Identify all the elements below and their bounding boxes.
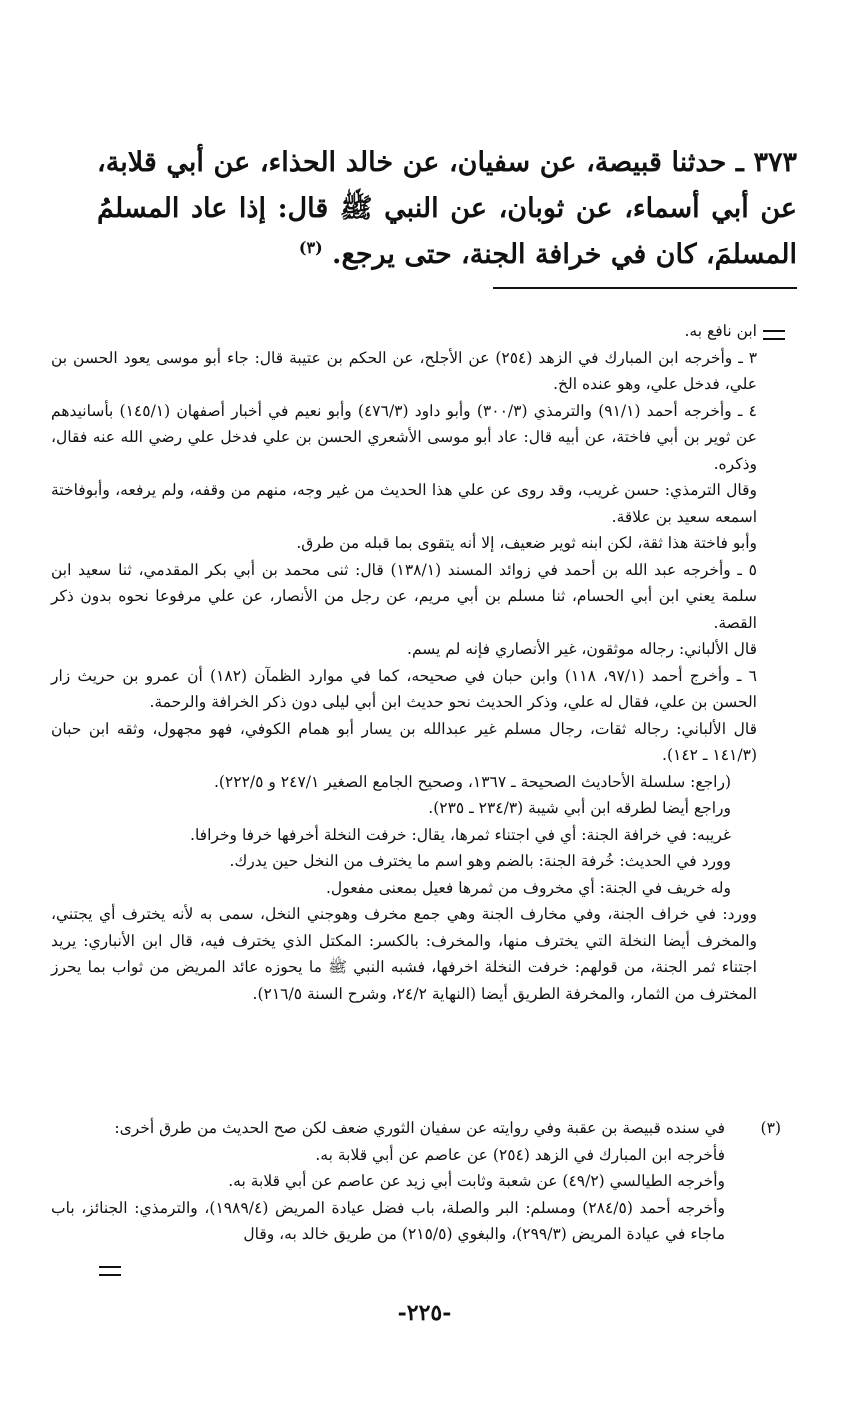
note-line: غريبه: في خرافة الجنة: أي في اجتناء ثمرها، يقال: خرفت النخلة أخرفها خرفا وخرافا. — [190, 825, 731, 844]
note-line: ٦ ـ وأخرج أحمد (٩٧/١، ١١٨) وابن حبان في صحيحه، كما في موارد الظمآن (١٨٢) أن عمرو بن حريث زار الحسن بن علي، فقال له علي، وذكر الحديث نحو حديث ابن أبي ليلى دون ذكر الخرافة والرحمة. — [51, 666, 757, 711]
note-line: وورد في الحديث: خُرفة الجنة: بالضم وهو اسم ما يخترف من النخل حين يدرك. — [229, 852, 731, 870]
note-line: ٤ ـ وأخرجه أحمد (٩١/١) والترمذي (٣٠٠/٣) وأبو داود (٤٧٦/٣) وأبو نعيم في أخبار أصفهان (١٤٥/١) بأسانيدهم عن ثوير بن أبي فاختة، عن أبيه قال: عاد أبو موسى الأشعري الحسن بن علي فدخل علي رضي الله عنه فقال، وذكره. — [51, 401, 757, 473]
note-line: وله خريف في الجنة: أي مخروف من ثمرها فعيل بمعنى مفعول. — [326, 878, 731, 897]
footnote-3-body — [51, 1115, 725, 1248]
note-line: وقال الترمذي: حسن غريب، وقد روى عن علي هذا الحديث من غير وجه، منهم من وقفه، ولم يرفعه، وأبوفاختة اسمعه سعيد بن علاقة. — [51, 481, 757, 526]
footnote-line: فأخرجه ابن المبارك في الزهد (٢٥٤) عن عاصم عن أبي قلابة به. — [315, 1145, 725, 1164]
note-line: ٥ ـ وأخرجه عبد الله بن أحمد في زوائد المسند (١٣٨/١) قال: ثنى محمد بن أبي بكر المقدمي، ثنا سعيد ابن سلمة يعني ابن أبي الحسام، ثنا مسلم بن أبي مريم، عن رجل من الأنصار، عن علي مرفوعا نحوه بدون ذكر القصة. — [51, 560, 757, 632]
note-line: قال الألباني: رجاله موثقون، غير الأنصاري فإنه لم يسم. — [407, 640, 757, 658]
note-line: وراجع أيضا لطرقه ابن أبي شيبة (٢٣٤/٣ ـ ٢٣٥). — [428, 799, 731, 817]
footnote-continuation — [51, 318, 757, 1007]
hadith-body: ٣٧٣ ـ حدثنا قبيصة، عن سفيان، عن خالد الحذاء، عن أبي قلابة، عن أبي أسماء، عن ثوبان، عن النبي ﷺ قال: إذا عاد المسلمُ المسلمَ، كان في خرافة الجنة، حتى يرجع. — [97, 147, 797, 270]
footnote-line: وأخرجه الطيالسي (٤٩/٢) عن شعبة وثابت أبي زيد عن عاصم عن أبي قلابة به. — [228, 1172, 725, 1190]
footnote-3 — [51, 1115, 781, 1248]
footnote-line: وأخرجه أحمد (٢٨٤/٥) ومسلم: البر والصلة، باب فضل عيادة المريض (١٩٨٩/٤)، والترمذي: الجنائز، باب ماجاء في عيادة المريض (٢٩٩/٣)، والبغوي (٢١٥/٥) من طريق خالد به، وقال — [51, 1198, 726, 1243]
page-number: -٢٢٥- — [397, 1300, 452, 1326]
note-line: قال الألباني: رجاله ثقات، رجال مسلم غير عبدالله بن يسار أبو همام الكوفي، فهو مجهول، وثقه ابن حبان (١٤١/٣ ـ ١٤٢). — [51, 719, 757, 764]
note-line: وورد: في خراف الجنة، وفي مخارف الجنة وهي جمع مخرف وهوجني النخل، سمى به لأنه يخترف أي يجتني، والمخرف أيضا النخلة التي يخترف منها، والمخرف: بالكسر: المكتل الذي يخترف فيه، قال ابن الأنباري: يريد اجتناء ثمر الجنة، من قولهم: خرفت النخلة اخرفها، فشبه النبي ﷺ ما يحوزه عائد المريض من ثواب بما يحرز المخترف من الثمار، والمخرفة الطريق أيضا (النهاية ٢٤/٢، وشرح السنة ٢١٦/٥). — [51, 905, 757, 1003]
footnote-line: في سنده قبيصة بن عقبة وفي روايته عن سفيان الثوري ضعف لكن صح الحديث من طرق أخرى: — [114, 1119, 725, 1137]
hadith-text — [97, 140, 797, 278]
continuation-mark-bottom — [99, 1266, 121, 1276]
note-line: ٣ ـ وأخرجه ابن المبارك في الزهد (٢٥٤) عن الأجلح، عن الحكم بن عتيبة قال: جاء أبو موسى يعود الحسن بن علي، فدخل علي، وهو عنده الخ. — [51, 348, 758, 393]
note-line: وأبو فاختة هذا ثقة، لكن ابنه ثوير ضعيف، إلا أنه يتقوى بما قبله من طرق. — [296, 534, 757, 552]
continuation-mark-top — [763, 330, 785, 340]
note-line: (راجع: سلسلة الأحاديث الصحيحة ـ ١٣٦٧، وصحيح الجامع الصغير ٢٤٧/١ و ٢٢٢/٥). — [213, 772, 731, 791]
footnote-separator-rule — [493, 287, 797, 289]
footnote-reference: (٣) — [298, 238, 323, 257]
note-line: ابن نافع به. — [684, 322, 757, 340]
footnote-number: (٣) — [760, 1119, 781, 1137]
